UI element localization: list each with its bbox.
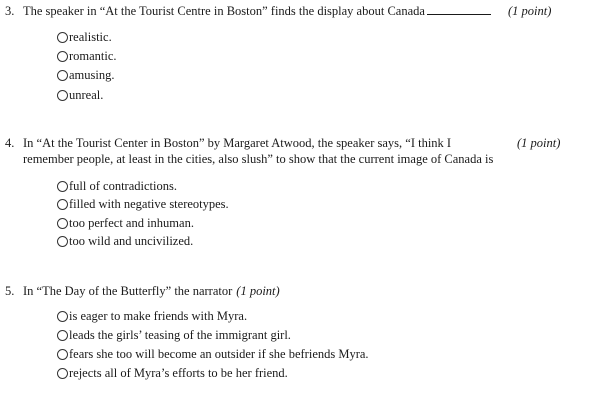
radio-button-icon[interactable]: [57, 199, 68, 210]
option-label: realistic.: [69, 30, 112, 44]
radio-button-icon[interactable]: [57, 51, 68, 62]
question-text-line1: In “At the Tourist Center in Boston” by Margaret Atwood, the speaker says, “I think I: [23, 136, 452, 150]
option-label: too wild and uncivilized.: [69, 234, 194, 248]
question-number: 4.: [5, 136, 15, 150]
radio-button-icon[interactable]: [57, 236, 68, 247]
answer-option[interactable]: [57, 49, 117, 64]
option-label: romantic.: [69, 49, 117, 63]
option-label: amusing.: [69, 68, 115, 82]
option-label: full of contradictions.: [69, 179, 177, 193]
question-points: (1 point): [236, 284, 280, 298]
radio-button-icon[interactable]: [57, 311, 68, 322]
question-text-line1: The speaker in “At the Tourist Centre in Boston” finds the display about Canada: [23, 4, 425, 18]
option-label: leads the girls’ teasing of the immigrant girl.: [69, 328, 291, 342]
answer-option[interactable]: [57, 68, 114, 83]
question-text: [23, 4, 491, 19]
answer-option[interactable]: [57, 197, 229, 212]
answer-option[interactable]: [57, 234, 193, 249]
question-text-line2: remember people, at least in the cities, also slush” to show that the current image of Canada is: [23, 152, 494, 166]
question-number: 3.: [5, 4, 15, 18]
answer-option[interactable]: [57, 366, 288, 381]
radio-button-icon[interactable]: [57, 330, 68, 341]
option-label: rejects all of Myra’s efforts to be her friend.: [69, 366, 288, 380]
radio-button-icon[interactable]: [57, 368, 68, 379]
radio-button-icon[interactable]: [57, 218, 68, 229]
question-number: 5.: [5, 284, 15, 298]
answer-option[interactable]: [57, 309, 247, 324]
radio-button-icon[interactable]: [57, 32, 68, 43]
answer-option[interactable]: [57, 216, 194, 231]
question-text: [23, 284, 280, 299]
question-text-line1: In “The Day of the Butterfly” the narrator: [23, 284, 233, 298]
radio-button-icon[interactable]: [57, 181, 68, 192]
question-points: (1 point): [508, 4, 552, 18]
option-label: fears she too will become an outsider if she befriends Myra.: [69, 347, 369, 361]
answer-option[interactable]: [57, 328, 291, 343]
answer-blank: [427, 4, 491, 15]
option-label: unreal.: [69, 88, 104, 102]
answer-option[interactable]: [57, 179, 177, 194]
option-label: is eager to make friends with Myra.: [69, 309, 248, 323]
radio-button-icon[interactable]: [57, 349, 68, 360]
option-label: too perfect and inhuman.: [69, 216, 194, 230]
radio-button-icon[interactable]: [57, 70, 68, 81]
answer-option[interactable]: [57, 347, 369, 362]
answer-option[interactable]: [57, 88, 103, 103]
radio-button-icon[interactable]: [57, 90, 68, 101]
option-label: filled with negative stereotypes.: [69, 197, 229, 211]
question-points: (1 point): [517, 136, 561, 150]
answer-option[interactable]: [57, 30, 112, 45]
